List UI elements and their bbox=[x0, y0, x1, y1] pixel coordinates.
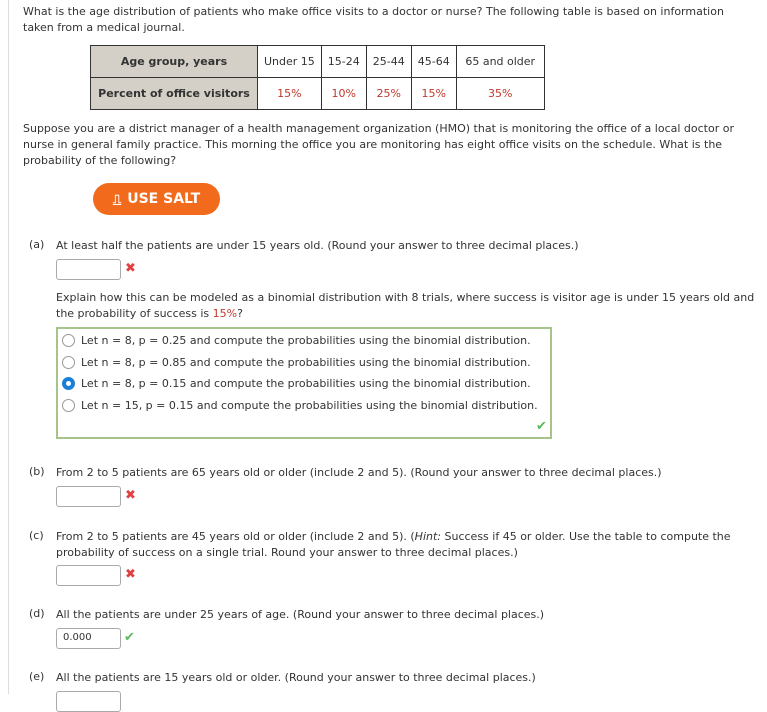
percent-cell: 15% bbox=[258, 78, 322, 110]
option-label: Let n = 8, p = 0.85 and compute the probabilities using the binomial distribution. bbox=[81, 356, 531, 369]
age-group: 45-64 bbox=[411, 46, 456, 78]
incorrect-icon: ✖ bbox=[125, 567, 136, 582]
part-e-answer-input[interactable] bbox=[56, 691, 121, 712]
part-c-label: (c) bbox=[29, 529, 44, 542]
percent-cell: 35% bbox=[456, 78, 544, 110]
part-a-answer-input[interactable] bbox=[56, 259, 121, 280]
left-border bbox=[8, 0, 9, 694]
correct-check-icon: ✔ bbox=[536, 419, 547, 434]
option-2[interactable] bbox=[62, 356, 531, 369]
explain-end: ? bbox=[237, 307, 243, 320]
option-1[interactable] bbox=[62, 334, 531, 347]
part-c-text bbox=[56, 529, 751, 561]
percent-cell: 15% bbox=[411, 78, 456, 110]
option-label: Let n = 15, p = 0.15 and compute the probabilities using the binomial distribution. bbox=[81, 399, 538, 412]
part-a-label: (a) bbox=[29, 238, 45, 251]
incorrect-icon: ✖ bbox=[125, 488, 136, 503]
part-d-text: All the patients are under 25 years of age. (Round your answer to three decimal places.) bbox=[56, 608, 545, 621]
salt-icon: ⎍ bbox=[112, 191, 122, 206]
radio-button[interactable] bbox=[62, 334, 75, 347]
part-e-text: All the patients are 15 years old or older. (Round your answer to three decimal places.) bbox=[56, 671, 536, 684]
radio-button-selected[interactable] bbox=[62, 377, 75, 390]
percent-cell: 10% bbox=[321, 78, 366, 110]
hint-label: Hint: bbox=[414, 530, 441, 543]
option-label: Let n = 8, p = 0.15 and compute the probabilities using the binomial distribution. bbox=[81, 377, 531, 390]
row-header-age: Age group, years bbox=[91, 46, 258, 78]
radio-button[interactable] bbox=[62, 356, 75, 369]
part-a-text: At least half the patients are under 15 years old. (Round your answer to three decimal places.) bbox=[56, 239, 579, 252]
part-b-label: (b) bbox=[29, 465, 45, 478]
age-group: Under 15 bbox=[258, 46, 322, 78]
incorrect-icon: ✖ bbox=[125, 261, 136, 276]
use-salt-button[interactable] bbox=[93, 183, 220, 215]
age-group: 25-44 bbox=[366, 46, 411, 78]
option-3[interactable] bbox=[62, 377, 531, 390]
explain-question bbox=[56, 290, 766, 322]
options-box bbox=[56, 327, 552, 439]
part-b-answer-input[interactable] bbox=[56, 486, 121, 507]
part-b-text: From 2 to 5 patients are 65 years old or older (include 2 and 5). (Round your answer to three decimal places.) bbox=[56, 466, 662, 479]
explain-percent: 15% bbox=[212, 307, 238, 320]
option-label: Let n = 8, p = 0.25 and compute the probabilities using the binomial distribution. bbox=[81, 334, 531, 347]
age-distribution-table bbox=[90, 45, 545, 110]
percent-cell: 25% bbox=[366, 78, 411, 110]
intro-text: What is the age distribution of patients who make office visits to a doctor or nurse? The following table is based on information taken from a medical journal. bbox=[23, 5, 724, 34]
age-group: 65 and older bbox=[456, 46, 544, 78]
part-d-label: (d) bbox=[29, 607, 45, 620]
part-c-answer-input[interactable] bbox=[56, 565, 121, 586]
option-4[interactable] bbox=[62, 399, 538, 412]
age-group: 15-24 bbox=[321, 46, 366, 78]
correct-check-icon: ✔ bbox=[124, 630, 135, 645]
row-header-percent: Percent of office visitors bbox=[91, 78, 258, 110]
use-salt-label: USE SALT bbox=[127, 191, 201, 207]
part-e-label: (e) bbox=[29, 670, 45, 683]
part-c-text-2: Success if 45 or older. Use the table to compute the probability of success on a single trial. Round your answer to three decimal places.) bbox=[56, 530, 731, 559]
explain-text: Explain how this can be modeled as a binomial distribution with 8 trials, where success is visitor age is under 15 years old and the probability of success is bbox=[56, 291, 755, 320]
scenario-text: Suppose you are a district manager of a health management organization (HMO) that is monitoring the office of a local doctor or nurse in general family practice. This morning the office you are monitoring has eight office visits on the schedule. What is the probability of the following? bbox=[23, 122, 734, 167]
part-d-answer-input[interactable]: 0.000 bbox=[56, 628, 121, 649]
radio-button[interactable] bbox=[62, 399, 75, 412]
part-c-text-1: From 2 to 5 patients are 45 years old or older (include 2 and 5). ( bbox=[56, 530, 415, 543]
